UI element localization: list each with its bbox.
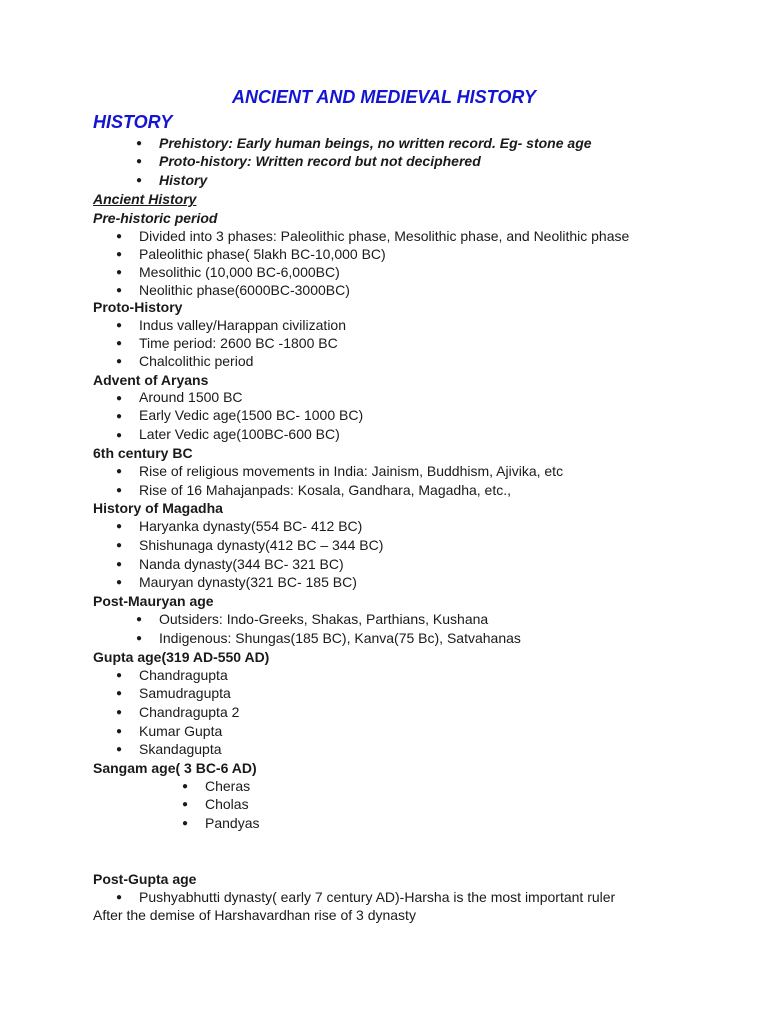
list-item: Nanda dynasty(344 BC- 321 BC) <box>139 556 344 572</box>
sixth-century-heading: 6th century BC <box>93 445 193 461</box>
sangam-heading: Sangam age( 3 BC-6 AD) <box>93 760 257 776</box>
bullet: ● <box>116 559 123 570</box>
bullet: ● <box>116 577 123 588</box>
bullet: ● <box>136 156 143 167</box>
bullet: ● <box>182 799 189 810</box>
history-item-prehistory: Prehistory: Early human beings, no written record. Eg- stone age <box>159 135 592 151</box>
list-item: Pushyabhutti dynasty( early 7 century AD)-Harsha is the most important ruler <box>139 889 616 905</box>
post-gupta-footer: After the demise of Harshavardhan rise of 3 dynasty <box>93 907 416 923</box>
pre-historic-heading: Pre-historic period <box>93 210 218 226</box>
list-item: Samudragupta <box>139 685 231 701</box>
bullet: ● <box>116 466 123 477</box>
history-heading: HISTORY <box>93 112 173 132</box>
bullet: ● <box>116 521 123 532</box>
list-item: Rise of 16 Mahajanpads: Kosala, Gandhara, Magadha, etc., <box>139 482 512 498</box>
bullet: ● <box>116 338 123 349</box>
bullet: ● <box>182 781 189 792</box>
list-item: Chalcolithic period <box>139 353 254 369</box>
list-item: Rise of religious movements in India: Jainism, Buddhism, Ajivika, etc <box>139 463 564 479</box>
aryans-heading: Advent of Aryans <box>93 372 209 388</box>
list-item: Cheras <box>205 778 251 794</box>
magadha-heading: History of Magadha <box>93 500 223 516</box>
bullet: ● <box>116 485 123 496</box>
bullet: ● <box>116 267 123 278</box>
bullet: ● <box>116 707 123 718</box>
list-item: Neolithic phase(6000BC-3000BC) <box>139 282 350 298</box>
list-item: Indigenous: Shungas(185 BC), Kanva(75 Bc), Satvahanas <box>159 630 521 646</box>
bullet: ● <box>116 231 123 242</box>
list-item: Indus valley/Harappan civilization <box>139 317 346 333</box>
list-item: Paleolithic phase( 5lakh BC-10,000 BC) <box>139 246 386 262</box>
bullet: ● <box>116 430 123 441</box>
bullet: ● <box>116 285 123 296</box>
bullet: ● <box>182 818 189 829</box>
post-mauryan-heading: Post-Mauryan age <box>93 593 214 609</box>
post-gupta-heading: Post-Gupta age <box>93 871 197 887</box>
bullet: ● <box>116 393 123 404</box>
bullet: ● <box>116 744 123 755</box>
list-item: Haryanka dynasty(554 BC- 412 BC) <box>139 518 363 534</box>
list-item: Shishunaga dynasty(412 BC – 344 BC) <box>139 537 384 553</box>
bullet: ● <box>136 614 143 625</box>
gupta-heading: Gupta age(319 AD-550 AD) <box>93 649 270 665</box>
list-item: Kumar Gupta <box>139 723 223 739</box>
list-item: Chandragupta 2 <box>139 704 240 720</box>
bullet: ● <box>136 633 143 644</box>
list-item: Pandyas <box>205 815 260 831</box>
list-item: Skandagupta <box>139 741 222 757</box>
history-item-history: History <box>159 172 208 188</box>
list-item: Cholas <box>205 796 249 812</box>
history-item-protohistory: Proto-history: Written record but not deciphered <box>159 153 481 169</box>
page-title: ANCIENT AND MEDIEVAL HISTORY <box>232 87 537 107</box>
bullet: ● <box>116 249 123 260</box>
list-item: Time period: 2600 BC -1800 BC <box>139 335 338 351</box>
list-item: Mauryan dynasty(321 BC- 185 BC) <box>139 574 357 590</box>
bullet: ● <box>116 320 123 331</box>
ancient-history-heading: Ancient History <box>93 191 197 207</box>
bullet: ● <box>116 688 123 699</box>
list-item: Mesolithic (10,000 BC-6,000BC) <box>139 264 340 280</box>
bullet: ● <box>116 726 123 737</box>
bullet: ● <box>116 356 123 367</box>
bullet: ● <box>116 540 123 551</box>
list-item: Outsiders: Indo-Greeks, Shakas, Parthians, Kushana <box>159 611 489 627</box>
bullet: ● <box>116 670 123 681</box>
bullet: ● <box>136 175 143 186</box>
list-item: Around 1500 BC <box>139 389 243 405</box>
bullet: ● <box>116 411 123 422</box>
list-item: Divided into 3 phases: Paleolithic phase, Mesolithic phase, and Neolithic phase <box>139 228 630 244</box>
list-item: Chandragupta <box>139 667 228 683</box>
list-item: Early Vedic age(1500 BC- 1000 BC) <box>139 407 364 423</box>
bullet: ● <box>116 892 123 903</box>
proto-history-heading: Proto-History <box>93 299 183 315</box>
list-item: Later Vedic age(100BC-600 BC) <box>139 426 340 442</box>
bullet: ● <box>136 138 143 149</box>
